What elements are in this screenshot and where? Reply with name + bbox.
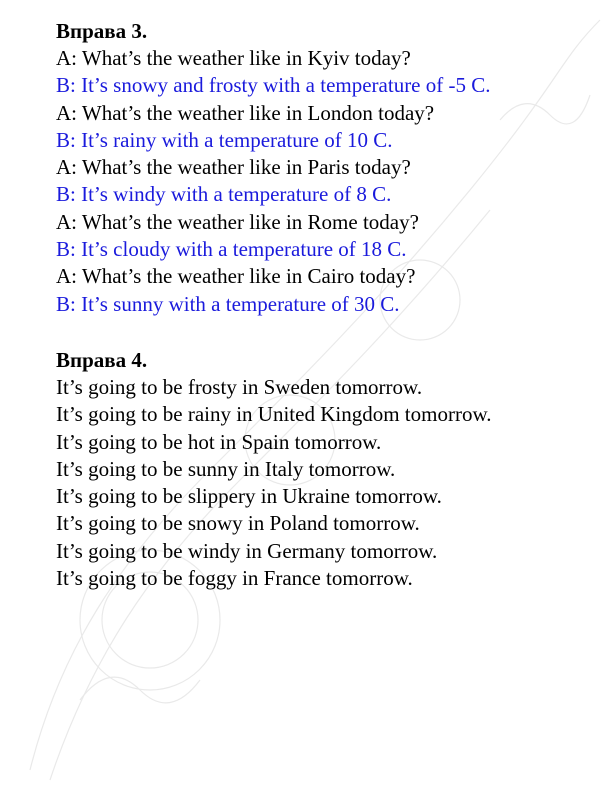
dialogue-answer: B: It’s cloudy with a temperature of 18 C. (56, 237, 407, 262)
forecast-list (56, 374, 596, 592)
dialogue-question: A: What’s the weather like in Kyiv today? (56, 46, 411, 70)
dialogue-answer: B: It’s sunny with a temperature of 30 C. (56, 291, 400, 316)
forecast-sentence: It’s going to be windy in Germany tomorrow. (56, 538, 438, 563)
dialogue-question: A: What’s the weather like in Paris today? (56, 155, 411, 180)
dialogue-answer: B: It’s rainy with a temperature of 10 C. (56, 127, 393, 152)
dialogue-answer: B: It’s windy with a temperature of 8 C. (56, 182, 392, 207)
exercise-3 (56, 18, 596, 318)
forecast-sentence: It’s going to be snowy in Poland tomorrow. (56, 511, 420, 536)
dialogue-question: A: What’s the weather like in Cairo today? (56, 264, 416, 289)
dialogue (56, 45, 596, 318)
exercise-4 (56, 347, 596, 592)
forecast-sentence: It’s going to be hot in Spain tomorrow. (56, 429, 382, 454)
forecast-sentence: It’s going to be frosty in Sweden tomorrow. (56, 374, 423, 399)
section-spacer (56, 318, 596, 347)
exercise-3-title: Вправа 3. (56, 19, 148, 43)
dialogue-answer: B: It’s snowy and frosty with a temperature of -5 C. (56, 73, 491, 98)
document-page (56, 18, 596, 592)
dialogue-question: A: What’s the weather like in London today? (56, 100, 435, 125)
forecast-sentence: It’s going to be slippery in Ukraine tomorrow. (56, 484, 442, 509)
dialogue-question: A: What’s the weather like in Rome today? (56, 209, 419, 234)
forecast-sentence: It’s going to be sunny in Italy tomorrow. (56, 456, 396, 481)
forecast-sentence: It’s going to be rainy in United Kingdom tomorrow. (56, 402, 492, 427)
exercise-4-title: Вправа 4. (56, 347, 148, 372)
forecast-sentence: It’s going to be foggy in France tomorrow. (56, 566, 413, 591)
